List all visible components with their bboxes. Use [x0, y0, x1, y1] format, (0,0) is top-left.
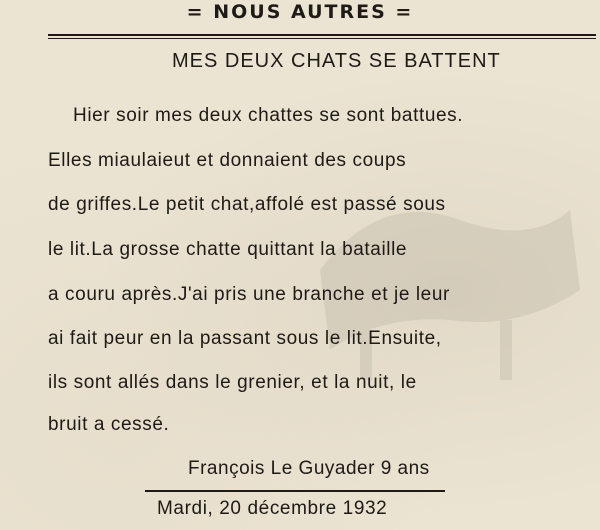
article-line: a couru après.J'ai pris une branche et je leur — [48, 284, 450, 305]
article-line: Elles miaulaieut et donnaient des coups — [48, 150, 407, 171]
section-header-text: = NOUS AUTRES = — [186, 1, 414, 23]
article-line: Hier soir mes deux chattes se sont battues. — [73, 105, 464, 126]
article-line: le lit.La grosse chatte quittant la bataille — [48, 239, 408, 260]
article-title: MES DEUX CHATS SE BATTENT — [172, 50, 501, 72]
article-line: ils sont allés dans le grenier, et la nuit, le — [48, 372, 417, 393]
section-header — [0, 0, 600, 30]
article-line: de griffes.Le petit chat,affolé est passé sous — [48, 194, 446, 215]
article-line: bruit a cessé. — [48, 414, 170, 435]
article-line: ai fait peur en la passant sous le lit.Ensuite, — [48, 328, 442, 349]
author-signature: François Le Guyader 9 ans — [188, 458, 430, 479]
publication-date: Mardi, 20 décembre 1932 — [157, 498, 388, 519]
header-rule-thin — [48, 38, 596, 39]
date-rule — [145, 490, 445, 492]
faint-background-illustration — [300, 150, 590, 390]
header-rule-thick — [48, 34, 596, 36]
